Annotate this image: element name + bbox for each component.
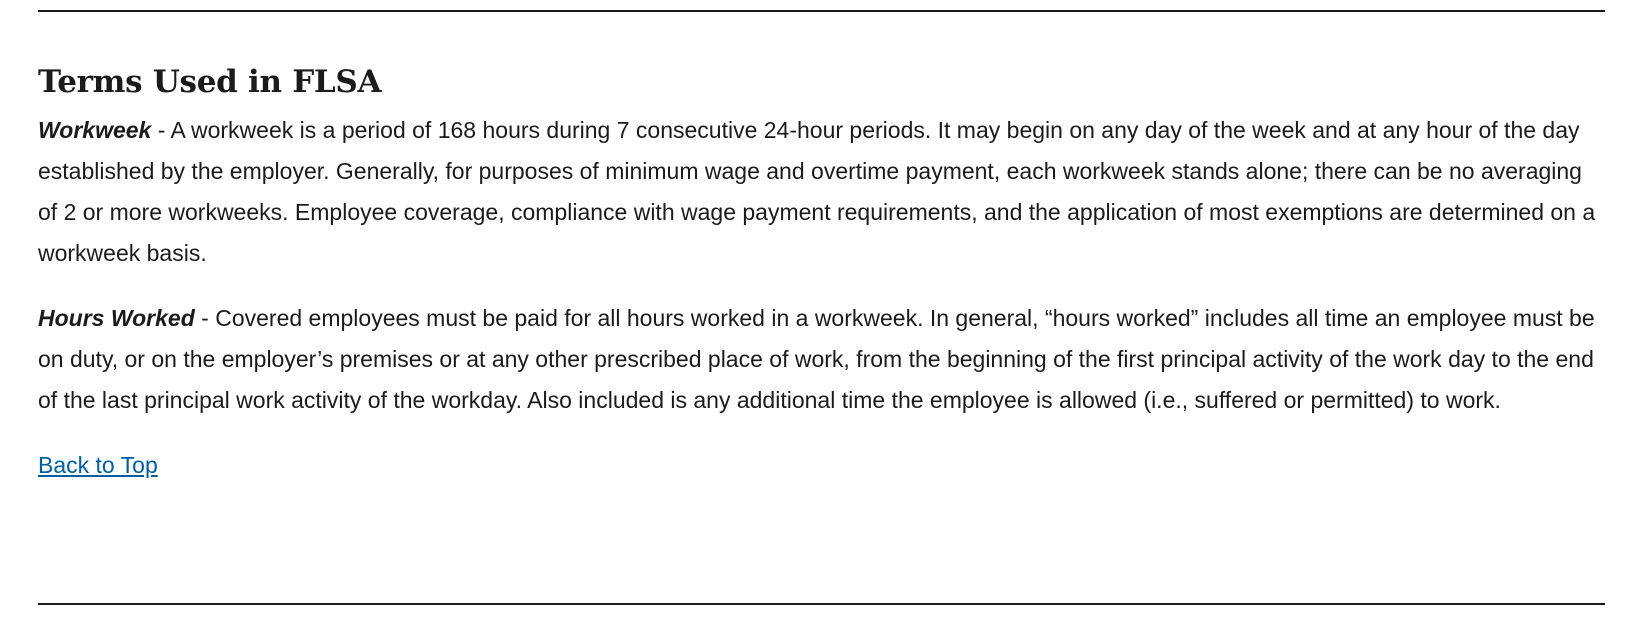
bottom-divider bbox=[38, 603, 1605, 605]
terms-section bbox=[38, 60, 1605, 481]
term-hours-worked bbox=[38, 298, 1605, 421]
top-divider bbox=[38, 10, 1605, 12]
term-definition-hours-worked: Covered employees must be paid for all hours worked in a workweek. In general, “hours worked” includes all time an employee must be on duty, or on the employer’s premises or at any other prescribed place of work, from the beginning of the first principal activity of the work day to the end of the last principal work activity of the workday. Also included is any additional time the employee is allowed (i.e., suffered or permitted) to work. bbox=[38, 305, 1595, 413]
term-name-workweek: Workweek bbox=[38, 117, 152, 143]
term-workweek bbox=[38, 110, 1605, 274]
term-separator: - bbox=[151, 117, 171, 143]
section-title: Terms Used in FLSA bbox=[38, 64, 382, 100]
back-to-top-link[interactable]: Back to Top bbox=[38, 452, 158, 478]
term-separator: - bbox=[194, 305, 216, 331]
term-definition-workweek: A workweek is a period of 168 hours during 7 consecutive 24-hour periods. It may begin on any day of the week and at any hour of the day established by the employer. Generally, for purposes of minimum wage and overtime payment, each workweek stands alone; there can be no averaging of 2 or more workweeks. Employee coverage, compliance with wage payment requirements, and the application of most exemptions are determined on a workweek basis. bbox=[38, 117, 1596, 266]
term-name-hours-worked: Hours Worked bbox=[38, 305, 195, 331]
